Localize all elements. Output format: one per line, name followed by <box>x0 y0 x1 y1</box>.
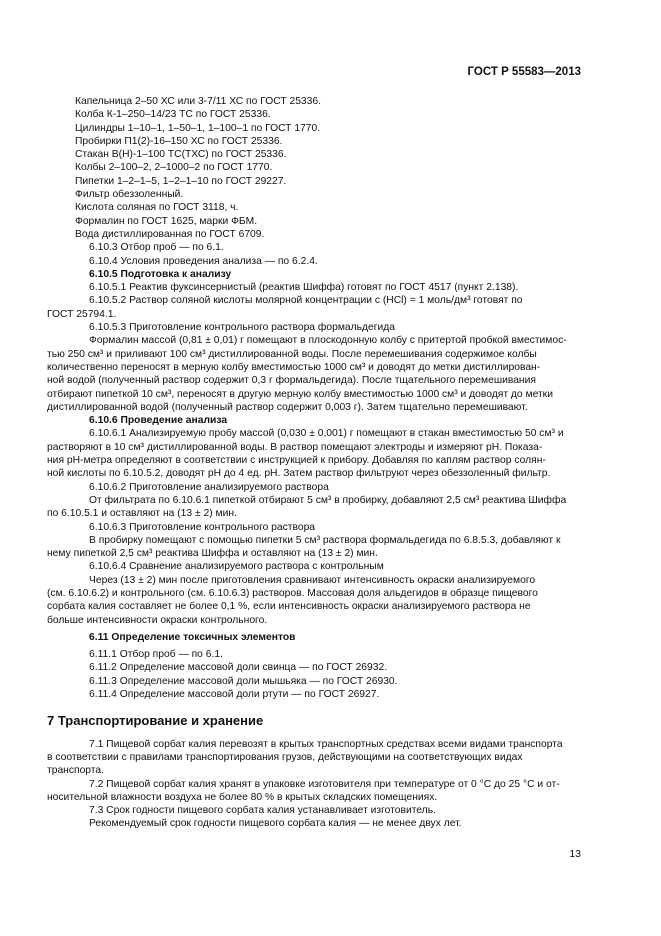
equipment-line: Колбы 2–100–2, 2–1000–2 по ГОСТ 1770. <box>75 162 273 174</box>
clause-6-10-6-2: 6.10.6.2 Приготовление анализируемого раствора <box>89 481 329 493</box>
clause-6-11-1: 6.11.1 Отбор проб — по 6.1. <box>89 649 223 661</box>
clause-6-10-5-2-cont: ГОСТ 25794.1. <box>47 308 117 320</box>
paragraph-line: дистиллированной водой (полученный раствор содержит 0,003 г). Затем тщательно перемешивают. <box>47 401 528 413</box>
clause-6-10-4: 6.10.4 Условия проведения анализа — по 6.2.4. <box>89 255 318 267</box>
paragraph-line: 7.1 Пищевой сорбат калия перевозят в крытых транспортных средствах всеми видами транспорта <box>89 738 563 750</box>
clause-6-10-6-1 <box>47 427 586 480</box>
clause-6-11-3: 6.11.3 Определение массовой доли мышьяка — по ГОСТ 26930. <box>89 675 398 687</box>
paragraph-line: От фильтрата по 6.10.6.1 пипеткой отбирают 5 см³ в пробирку, добавляют 2,5 см³ реактива Шиффа <box>89 494 567 506</box>
paragraph-line: по 6.10.5.1 и оставляют на (13 ± 2) мин. <box>47 508 237 520</box>
section-7-title: 7 Транспортирование и хранение <box>47 713 264 729</box>
clause-6-11-2: 6.11.2 Определение массовой доли свинца — по ГОСТ 26932. <box>89 662 388 674</box>
clause-6-10-6-3: 6.10.6.3 Приготовление контрольного раствора <box>89 521 316 533</box>
paragraph-line: В пробирку помещают с помощью пипетки 5 см³ раствора формальдегида по 6.8.5.3, добавляют к <box>89 534 561 546</box>
clause-6-11-4: 6.11.4 Определение массовой доли ртути — по ГОСТ 26927. <box>89 689 380 701</box>
paragraph-line: 6.10.6.1 Анализируемую пробу массой (0,030 ± 0,001) г помещают в стакан вместимостью 50 см³ и <box>89 428 564 440</box>
heading-6-10-5: 6.10.5 Подготовка к анализу <box>89 268 232 280</box>
paragraph-line: носительной влажности воздуха не более 80 % в крытых складских помещениях. <box>47 791 438 803</box>
paragraph-line: больше интенсивности окраски контрольного. <box>47 614 268 626</box>
clause-7-1 <box>47 738 586 778</box>
clause-6-10-6-2-text <box>47 494 586 521</box>
clause-6-10-5-3: 6.10.5.3 Приготовление контрольного раствора формальдегида <box>89 322 395 334</box>
equipment-line: Цилиндры 1–10–1, 1–50–1, 1–100–1 по ГОСТ 1770. <box>75 122 321 134</box>
equipment-line: Фильтр обеззоленный. <box>75 189 184 201</box>
page-content <box>47 95 586 831</box>
clause-6-10-5-1: 6.10.5.1 Реактив фуксинсернистый (реактив Шиффа) готовят по ГОСТ 4517 (пункт 2.138). <box>89 282 519 294</box>
paragraph-line: ной кислоты по 6.10.5.2, доводят рН до 4 ед. рН. Затем раствор фильтруют через обеззоленный фильтр. <box>47 468 551 480</box>
paragraph-line: тью 250 см³ и приливают 100 см³ дистиллированной воды. После перемешивания содержимое колбы <box>47 348 537 360</box>
paragraph-line: транспорта. <box>47 765 104 777</box>
clause-6-10-5-2: 6.10.5.2 Раствор соляной кислоты молярной концентрации c (HCl) = 1 моль/дм³ готовят по <box>89 295 523 307</box>
equipment-line: Кислота соляная по ГОСТ 3118, ч. <box>75 202 239 214</box>
equipment-line: Стакан В(Н)-1–100 ТС(ТХС) по ГОСТ 25336. <box>75 149 287 161</box>
paragraph-line: Через (13 ± 2) мин после приготовления сравнивают интенсивность окраски анализируемого <box>89 574 536 586</box>
paragraph-line: отбирают пипеткой 10 см³, переносят в другую мерную колбу вместимостью 1000 см³ и доводят до метки <box>47 388 553 400</box>
standard-header: ГОСТ Р 55583—2013 <box>467 66 581 78</box>
equipment-line: Пипетки 1–2–1–5, 1–2–1–10 по ГОСТ 29227. <box>75 175 287 187</box>
paragraph-line: 7.2 Пищевой сорбат калия хранят в упаковке изготовителя при температуре от 0 °С до 25 °С и от- <box>89 778 560 790</box>
paragraph-line: сорбата калия составляет не более 0,1 %, если интенсивность окраски анализируемого раствора не <box>47 601 531 613</box>
paragraph-line: Формалин массой (0,81 ± 0,01) г помещают в плоскодонную колбу с притертой пробкой вместимос- <box>89 335 567 347</box>
heading-6-10-6: 6.10.6 Проведение анализа <box>89 415 228 427</box>
paragraph-line: (см. 6.10.6.2) и контрольного (см. 6.10.6.3) растворов. Массовая доля альдегидов в образце пищевого <box>47 587 538 599</box>
equipment-line: Капельница 2–50 ХС или 3-7/11 ХС по ГОСТ 25336. <box>75 96 321 107</box>
equipment-line: Вода дистиллированная по ГОСТ 6709. <box>75 228 265 240</box>
clause-6-10-6-4: 6.10.6.4 Сравнение анализируемого раствора с контрольным <box>89 561 384 573</box>
equipment-line: Пробирки П1(2)-16–150 ХС по ГОСТ 25336. <box>75 135 283 147</box>
clause-6-10-6-3-text <box>47 534 586 561</box>
clause-7-2 <box>47 778 586 805</box>
clause-6-10-6-4-text <box>47 574 586 627</box>
clause-7-3-recommended: Рекомендуемый срок годности пищевого сорбата калия — не менее двух лет. <box>89 818 462 830</box>
paragraph-line: нему пипеткой 2,5 см³ реактива Шиффа и оставляют на (13 ± 2) мин. <box>47 548 378 560</box>
paragraph-line: в соответствии с правилами транспортирования грузов, действующими на соответствующих видах <box>47 751 523 763</box>
equipment-line: Формалин по ГОСТ 1625, марки ФБМ. <box>75 215 258 227</box>
paragraph-line: количественно переносят в мерную колбу вместимостью 1000 см³ и доводят до метки дистиллирован- <box>47 361 541 373</box>
clause-6-10-3: 6.10.3 Отбор проб — по 6.1. <box>89 242 224 254</box>
paragraph-line: ной водой (полученный раствор содержит 0,3 г формальдегида). После тщательного перемешивания <box>47 375 536 387</box>
paragraph-line: растворяют в 10 см³ дистиллированной воды. В раствор помещают электроды и измеряют рН. Показа- <box>47 441 543 453</box>
equipment-line: Колба К-1–250–14/23 ТС по ГОСТ 25336. <box>75 109 271 121</box>
paragraph-line: ния рН-метра определяют в соответствии с инструкцией к прибору. Добавляя по каплям раствор солян- <box>47 455 546 467</box>
page-number: 13 <box>569 848 581 860</box>
clause-7-3: 7.3 Срок годности пищевого сорбата калия устанавливает изготовитель. <box>89 805 436 817</box>
formalin-paragraph <box>47 334 586 414</box>
heading-6-11: 6.11 Определение токсичных элементов <box>89 631 296 643</box>
